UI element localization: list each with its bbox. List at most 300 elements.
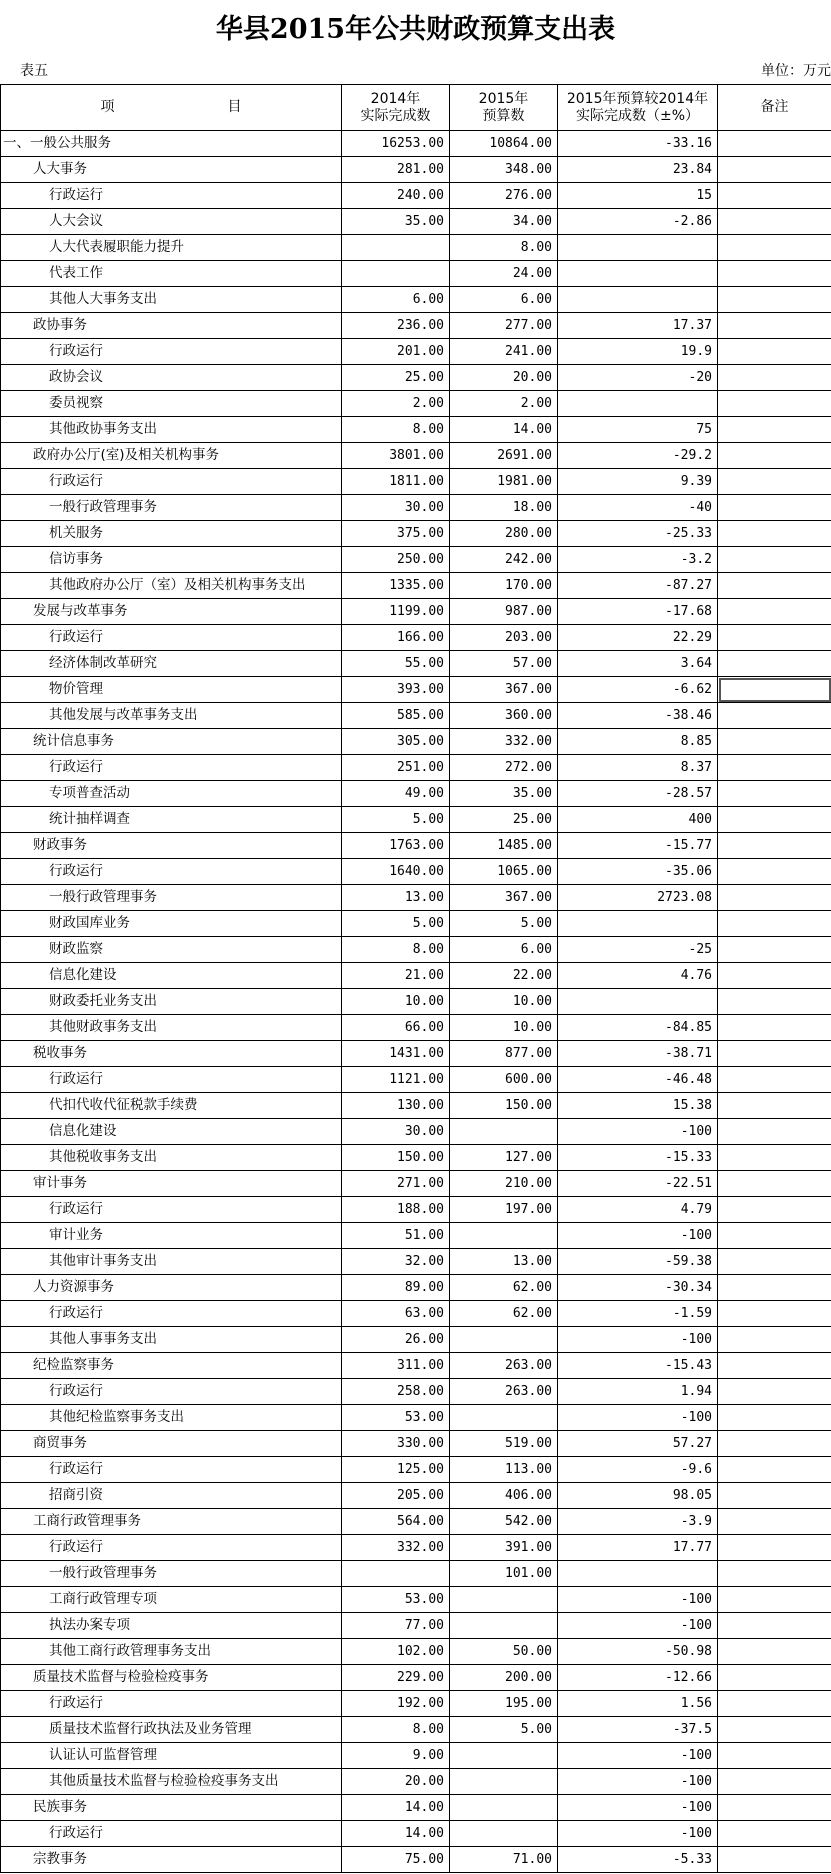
row-change-percent[interactable]: 19.9: [558, 339, 718, 365]
row-change-percent[interactable]: 22.29: [558, 625, 718, 651]
row-2015-budget[interactable]: [450, 1613, 558, 1639]
row-change-percent[interactable]: -100: [558, 1119, 718, 1145]
row-change-percent[interactable]: -100: [558, 1223, 718, 1249]
row-2015-budget[interactable]: 34.00: [450, 209, 558, 235]
row-item-name[interactable]: 其他审计事务支出: [1, 1249, 342, 1275]
row-2014-actual[interactable]: 8.00: [342, 1717, 450, 1743]
row-item-name[interactable]: 专项普查活动: [1, 781, 342, 807]
row-note[interactable]: [718, 1769, 831, 1795]
row-2015-budget[interactable]: 1981.00: [450, 469, 558, 495]
row-2015-budget[interactable]: 10864.00: [450, 131, 558, 157]
row-2014-actual[interactable]: 89.00: [342, 1275, 450, 1301]
row-item-name[interactable]: 其他发展与改革事务支出: [1, 703, 342, 729]
row-change-percent[interactable]: 4.79: [558, 1197, 718, 1223]
row-note[interactable]: [718, 1847, 831, 1873]
row-note[interactable]: [718, 1509, 831, 1535]
row-2014-actual[interactable]: 30.00: [342, 1119, 450, 1145]
row-2014-actual[interactable]: 240.00: [342, 183, 450, 209]
row-note[interactable]: [718, 1431, 831, 1457]
row-2015-budget[interactable]: 263.00: [450, 1379, 558, 1405]
row-change-percent[interactable]: -100: [558, 1613, 718, 1639]
row-change-percent[interactable]: [558, 391, 718, 417]
row-2014-actual[interactable]: 330.00: [342, 1431, 450, 1457]
row-item-name[interactable]: 其他政府办公厅（室）及相关机构事务支出: [1, 573, 342, 599]
row-2015-budget[interactable]: 987.00: [450, 599, 558, 625]
row-change-percent[interactable]: -30.34: [558, 1275, 718, 1301]
row-note[interactable]: [718, 469, 831, 495]
row-note[interactable]: [718, 261, 831, 287]
row-change-percent[interactable]: -100: [558, 1327, 718, 1353]
row-note[interactable]: [718, 365, 831, 391]
row-note[interactable]: [718, 1535, 831, 1561]
row-item-name[interactable]: 政协事务: [1, 313, 342, 339]
row-2014-actual[interactable]: 332.00: [342, 1535, 450, 1561]
row-change-percent[interactable]: 8.85: [558, 729, 718, 755]
row-2015-budget[interactable]: 241.00: [450, 339, 558, 365]
row-2015-budget[interactable]: 1065.00: [450, 859, 558, 885]
row-change-percent[interactable]: -1.59: [558, 1301, 718, 1327]
row-change-percent[interactable]: -100: [558, 1405, 718, 1431]
row-note[interactable]: [718, 859, 831, 885]
row-change-percent[interactable]: -38.71: [558, 1041, 718, 1067]
row-change-percent[interactable]: -100: [558, 1821, 718, 1847]
row-2015-budget[interactable]: 24.00: [450, 261, 558, 287]
row-2014-actual[interactable]: 125.00: [342, 1457, 450, 1483]
row-2015-budget[interactable]: 113.00: [450, 1457, 558, 1483]
row-change-percent[interactable]: -15.33: [558, 1145, 718, 1171]
row-2014-actual[interactable]: 35.00: [342, 209, 450, 235]
row-2014-actual[interactable]: 229.00: [342, 1665, 450, 1691]
row-2014-actual[interactable]: [342, 261, 450, 287]
row-item-name[interactable]: 其他财政事务支出: [1, 1015, 342, 1041]
row-change-percent[interactable]: -38.46: [558, 703, 718, 729]
row-change-percent[interactable]: 15.38: [558, 1093, 718, 1119]
row-change-percent[interactable]: 23.84: [558, 157, 718, 183]
row-change-percent[interactable]: 3.64: [558, 651, 718, 677]
row-2015-budget[interactable]: 877.00: [450, 1041, 558, 1067]
row-item-name[interactable]: 行政运行: [1, 1535, 342, 1561]
row-2014-actual[interactable]: 75.00: [342, 1847, 450, 1873]
row-note[interactable]: [718, 1639, 831, 1665]
row-2014-actual[interactable]: 1121.00: [342, 1067, 450, 1093]
row-item-name[interactable]: 代表工作: [1, 261, 342, 287]
row-note[interactable]: [718, 911, 831, 937]
row-2014-actual[interactable]: 305.00: [342, 729, 450, 755]
row-2015-budget[interactable]: 22.00: [450, 963, 558, 989]
row-2015-budget[interactable]: 367.00: [450, 885, 558, 911]
row-note[interactable]: [718, 391, 831, 417]
row-2014-actual[interactable]: 51.00: [342, 1223, 450, 1249]
row-change-percent[interactable]: 17.37: [558, 313, 718, 339]
row-change-percent[interactable]: -6.62: [558, 677, 718, 703]
row-item-name[interactable]: 经济体制改革研究: [1, 651, 342, 677]
row-2014-actual[interactable]: 150.00: [342, 1145, 450, 1171]
row-item-name[interactable]: 其他质量技术监督与检验检疫事务支出: [1, 1769, 342, 1795]
row-note[interactable]: [718, 703, 831, 729]
row-2014-actual[interactable]: 1640.00: [342, 859, 450, 885]
row-2015-budget[interactable]: 360.00: [450, 703, 558, 729]
row-2014-actual[interactable]: [342, 1561, 450, 1587]
row-item-name[interactable]: 其他税收事务支出: [1, 1145, 342, 1171]
row-item-name[interactable]: 认证认可监督管理: [1, 1743, 342, 1769]
row-note[interactable]: [718, 521, 831, 547]
row-2014-actual[interactable]: 201.00: [342, 339, 450, 365]
row-2015-budget[interactable]: 57.00: [450, 651, 558, 677]
row-2014-actual[interactable]: [342, 235, 450, 261]
row-2015-budget[interactable]: 272.00: [450, 755, 558, 781]
row-2014-actual[interactable]: 9.00: [342, 1743, 450, 1769]
row-item-name[interactable]: 财政监察: [1, 937, 342, 963]
row-change-percent[interactable]: -25.33: [558, 521, 718, 547]
row-change-percent[interactable]: 4.76: [558, 963, 718, 989]
row-2015-budget[interactable]: 62.00: [450, 1275, 558, 1301]
row-2014-actual[interactable]: 188.00: [342, 1197, 450, 1223]
row-2015-budget[interactable]: 6.00: [450, 937, 558, 963]
row-note[interactable]: [718, 1665, 831, 1691]
row-note[interactable]: [718, 1067, 831, 1093]
row-2015-budget[interactable]: 62.00: [450, 1301, 558, 1327]
row-2015-budget[interactable]: 8.00: [450, 235, 558, 261]
row-item-name[interactable]: 物价管理: [1, 677, 342, 703]
row-2014-actual[interactable]: 1199.00: [342, 599, 450, 625]
row-change-percent[interactable]: 2723.08: [558, 885, 718, 911]
row-note[interactable]: [718, 963, 831, 989]
row-item-name[interactable]: 其他人事事务支出: [1, 1327, 342, 1353]
row-change-percent[interactable]: -15.43: [558, 1353, 718, 1379]
row-2015-budget[interactable]: 348.00: [450, 157, 558, 183]
row-item-name[interactable]: 审计业务: [1, 1223, 342, 1249]
row-change-percent[interactable]: 400: [558, 807, 718, 833]
row-item-name[interactable]: 招商引资: [1, 1483, 342, 1509]
row-change-percent[interactable]: 15: [558, 183, 718, 209]
row-2015-budget[interactable]: 20.00: [450, 365, 558, 391]
row-note[interactable]: [718, 1171, 831, 1197]
row-change-percent[interactable]: -28.57: [558, 781, 718, 807]
row-2015-budget[interactable]: 600.00: [450, 1067, 558, 1093]
row-note[interactable]: [718, 1717, 831, 1743]
row-change-percent[interactable]: [558, 287, 718, 313]
row-note[interactable]: [718, 547, 831, 573]
row-note[interactable]: [718, 573, 831, 599]
row-2014-actual[interactable]: 585.00: [342, 703, 450, 729]
row-note[interactable]: [718, 1457, 831, 1483]
row-item-name[interactable]: 行政运行: [1, 859, 342, 885]
row-note[interactable]: [718, 443, 831, 469]
row-note[interactable]: [718, 495, 831, 521]
row-2014-actual[interactable]: 53.00: [342, 1587, 450, 1613]
row-2014-actual[interactable]: 102.00: [342, 1639, 450, 1665]
row-item-name[interactable]: 财政国库业务: [1, 911, 342, 937]
row-2014-actual[interactable]: 250.00: [342, 547, 450, 573]
row-change-percent[interactable]: [558, 235, 718, 261]
row-change-percent[interactable]: -15.77: [558, 833, 718, 859]
row-change-percent[interactable]: -17.68: [558, 599, 718, 625]
row-2015-budget[interactable]: [450, 1743, 558, 1769]
row-2014-actual[interactable]: 5.00: [342, 807, 450, 833]
row-note[interactable]: [718, 651, 831, 677]
row-2014-actual[interactable]: 271.00: [342, 1171, 450, 1197]
row-2014-actual[interactable]: 1811.00: [342, 469, 450, 495]
row-note[interactable]: [718, 1743, 831, 1769]
row-note[interactable]: [718, 1223, 831, 1249]
row-change-percent[interactable]: -46.48: [558, 1067, 718, 1093]
row-2014-actual[interactable]: 63.00: [342, 1301, 450, 1327]
row-note[interactable]: [718, 625, 831, 651]
row-item-name[interactable]: 行政运行: [1, 1067, 342, 1093]
row-2014-actual[interactable]: 14.00: [342, 1795, 450, 1821]
row-item-name[interactable]: 审计事务: [1, 1171, 342, 1197]
row-change-percent[interactable]: -20: [558, 365, 718, 391]
row-2014-actual[interactable]: 375.00: [342, 521, 450, 547]
row-2015-budget[interactable]: 1485.00: [450, 833, 558, 859]
row-change-percent[interactable]: [558, 911, 718, 937]
row-change-percent[interactable]: -100: [558, 1795, 718, 1821]
row-2014-actual[interactable]: 192.00: [342, 1691, 450, 1717]
row-note[interactable]: [718, 339, 831, 365]
row-2015-budget[interactable]: 332.00: [450, 729, 558, 755]
row-2015-budget[interactable]: [450, 1223, 558, 1249]
row-item-name[interactable]: 财政委托业务支出: [1, 989, 342, 1015]
row-item-name[interactable]: 行政运行: [1, 1379, 342, 1405]
row-2014-actual[interactable]: 1431.00: [342, 1041, 450, 1067]
row-note[interactable]: [718, 1301, 831, 1327]
row-2014-actual[interactable]: 20.00: [342, 1769, 450, 1795]
row-2015-budget[interactable]: 71.00: [450, 1847, 558, 1873]
row-2014-actual[interactable]: 16253.00: [342, 131, 450, 157]
row-item-name[interactable]: 质量技术监督与检验检疫事务: [1, 1665, 342, 1691]
row-2015-budget[interactable]: 35.00: [450, 781, 558, 807]
row-2015-budget[interactable]: 5.00: [450, 911, 558, 937]
row-note[interactable]: [718, 989, 831, 1015]
row-change-percent[interactable]: -25: [558, 937, 718, 963]
row-note[interactable]: [718, 677, 831, 703]
row-note[interactable]: [718, 1691, 831, 1717]
row-change-percent[interactable]: -3.9: [558, 1509, 718, 1535]
row-item-name[interactable]: 执法办案专项: [1, 1613, 342, 1639]
row-item-name[interactable]: 政协会议: [1, 365, 342, 391]
row-2014-actual[interactable]: 6.00: [342, 287, 450, 313]
row-2014-actual[interactable]: 10.00: [342, 989, 450, 1015]
row-2015-budget[interactable]: 406.00: [450, 1483, 558, 1509]
row-change-percent[interactable]: -3.2: [558, 547, 718, 573]
row-2014-actual[interactable]: 1335.00: [342, 573, 450, 599]
row-2014-actual[interactable]: 21.00: [342, 963, 450, 989]
row-note[interactable]: [718, 833, 831, 859]
row-item-name[interactable]: 行政运行: [1, 183, 342, 209]
row-2015-budget[interactable]: [450, 1119, 558, 1145]
row-item-name[interactable]: 行政运行: [1, 1821, 342, 1847]
row-item-name[interactable]: 质量技术监督行政执法及业务管理: [1, 1717, 342, 1743]
row-2014-actual[interactable]: 13.00: [342, 885, 450, 911]
row-change-percent[interactable]: 17.77: [558, 1535, 718, 1561]
row-change-percent[interactable]: 98.05: [558, 1483, 718, 1509]
row-item-name[interactable]: 其他政协事务支出: [1, 417, 342, 443]
row-note[interactable]: [718, 1119, 831, 1145]
row-change-percent[interactable]: -9.6: [558, 1457, 718, 1483]
row-2015-budget[interactable]: 127.00: [450, 1145, 558, 1171]
row-change-percent[interactable]: -59.38: [558, 1249, 718, 1275]
row-2015-budget[interactable]: 195.00: [450, 1691, 558, 1717]
row-change-percent[interactable]: -100: [558, 1769, 718, 1795]
row-item-name[interactable]: 统计抽样调查: [1, 807, 342, 833]
row-note[interactable]: [718, 1613, 831, 1639]
row-item-name[interactable]: 行政运行: [1, 755, 342, 781]
row-2015-budget[interactable]: [450, 1795, 558, 1821]
row-note[interactable]: [718, 1795, 831, 1821]
row-2014-actual[interactable]: 32.00: [342, 1249, 450, 1275]
row-2015-budget[interactable]: 542.00: [450, 1509, 558, 1535]
row-2014-actual[interactable]: 1763.00: [342, 833, 450, 859]
row-note[interactable]: [718, 729, 831, 755]
row-change-percent[interactable]: [558, 261, 718, 287]
row-item-name[interactable]: 税收事务: [1, 1041, 342, 1067]
row-item-name[interactable]: 商贸事务: [1, 1431, 342, 1457]
row-2014-actual[interactable]: 564.00: [342, 1509, 450, 1535]
row-2014-actual[interactable]: 53.00: [342, 1405, 450, 1431]
row-item-name[interactable]: 行政运行: [1, 469, 342, 495]
row-item-name[interactable]: 一般行政管理事务: [1, 1561, 342, 1587]
row-change-percent[interactable]: [558, 989, 718, 1015]
row-2015-budget[interactable]: 101.00: [450, 1561, 558, 1587]
row-change-percent[interactable]: 8.37: [558, 755, 718, 781]
row-2015-budget[interactable]: 263.00: [450, 1353, 558, 1379]
row-change-percent[interactable]: 1.94: [558, 1379, 718, 1405]
row-2015-budget[interactable]: 50.00: [450, 1639, 558, 1665]
row-item-name[interactable]: 委员视察: [1, 391, 342, 417]
row-item-name[interactable]: 信息化建设: [1, 963, 342, 989]
row-note[interactable]: [718, 1587, 831, 1613]
row-item-name[interactable]: 人大代表履职能力提升: [1, 235, 342, 261]
row-note[interactable]: [718, 209, 831, 235]
row-note[interactable]: [718, 183, 831, 209]
row-2014-actual[interactable]: 5.00: [342, 911, 450, 937]
row-2015-budget[interactable]: 13.00: [450, 1249, 558, 1275]
row-2014-actual[interactable]: 49.00: [342, 781, 450, 807]
row-note[interactable]: [718, 1821, 831, 1847]
row-2015-budget[interactable]: 170.00: [450, 573, 558, 599]
row-2015-budget[interactable]: 280.00: [450, 521, 558, 547]
row-note[interactable]: [718, 1093, 831, 1119]
row-change-percent[interactable]: -37.5: [558, 1717, 718, 1743]
row-change-percent[interactable]: -84.85: [558, 1015, 718, 1041]
row-2015-budget[interactable]: 367.00: [450, 677, 558, 703]
row-item-name[interactable]: 一般行政管理事务: [1, 495, 342, 521]
row-2014-actual[interactable]: 8.00: [342, 417, 450, 443]
row-item-name[interactable]: 行政运行: [1, 1301, 342, 1327]
row-change-percent[interactable]: -33.16: [558, 131, 718, 157]
row-2014-actual[interactable]: 30.00: [342, 495, 450, 521]
row-2014-actual[interactable]: 2.00: [342, 391, 450, 417]
row-item-name[interactable]: 信息化建设: [1, 1119, 342, 1145]
row-2015-budget[interactable]: 197.00: [450, 1197, 558, 1223]
row-2014-actual[interactable]: 281.00: [342, 157, 450, 183]
row-2015-budget[interactable]: 10.00: [450, 1015, 558, 1041]
row-note[interactable]: [718, 599, 831, 625]
row-2014-actual[interactable]: 258.00: [342, 1379, 450, 1405]
row-change-percent[interactable]: -22.51: [558, 1171, 718, 1197]
row-note[interactable]: [718, 1353, 831, 1379]
row-note[interactable]: [718, 131, 831, 157]
row-2014-actual[interactable]: 236.00: [342, 313, 450, 339]
row-item-name[interactable]: 财政事务: [1, 833, 342, 859]
row-item-name[interactable]: 行政运行: [1, 1457, 342, 1483]
row-2015-budget[interactable]: 2.00: [450, 391, 558, 417]
row-2015-budget[interactable]: 391.00: [450, 1535, 558, 1561]
row-change-percent[interactable]: -29.2: [558, 443, 718, 469]
row-item-name[interactable]: 行政运行: [1, 1197, 342, 1223]
row-note[interactable]: [718, 1249, 831, 1275]
row-item-name[interactable]: 工商行政管理事务: [1, 1509, 342, 1535]
row-2015-budget[interactable]: 2691.00: [450, 443, 558, 469]
row-change-percent[interactable]: [558, 1561, 718, 1587]
row-2014-actual[interactable]: 14.00: [342, 1821, 450, 1847]
row-note[interactable]: [718, 1197, 831, 1223]
row-note[interactable]: [718, 1015, 831, 1041]
row-note[interactable]: [718, 755, 831, 781]
row-item-name[interactable]: 纪检监察事务: [1, 1353, 342, 1379]
row-item-name[interactable]: 行政运行: [1, 625, 342, 651]
row-2015-budget[interactable]: 5.00: [450, 1717, 558, 1743]
row-2014-actual[interactable]: 130.00: [342, 1093, 450, 1119]
row-change-percent[interactable]: -12.66: [558, 1665, 718, 1691]
row-change-percent[interactable]: -5.33: [558, 1847, 718, 1873]
row-2014-actual[interactable]: 55.00: [342, 651, 450, 677]
row-2015-budget[interactable]: [450, 1821, 558, 1847]
row-2014-actual[interactable]: 77.00: [342, 1613, 450, 1639]
row-change-percent[interactable]: 57.27: [558, 1431, 718, 1457]
row-change-percent[interactable]: -2.86: [558, 209, 718, 235]
row-note[interactable]: [718, 1561, 831, 1587]
row-note[interactable]: [718, 1145, 831, 1171]
row-note[interactable]: [718, 1379, 831, 1405]
row-2015-budget[interactable]: [450, 1587, 558, 1613]
row-change-percent[interactable]: -87.27: [558, 573, 718, 599]
row-item-name[interactable]: 宗教事务: [1, 1847, 342, 1873]
row-note[interactable]: [718, 235, 831, 261]
row-2015-budget[interactable]: 10.00: [450, 989, 558, 1015]
row-note[interactable]: [718, 807, 831, 833]
row-change-percent[interactable]: -50.98: [558, 1639, 718, 1665]
row-item-name[interactable]: 信访事务: [1, 547, 342, 573]
row-note[interactable]: [718, 885, 831, 911]
row-note[interactable]: [718, 1041, 831, 1067]
row-item-name[interactable]: 行政运行: [1, 1691, 342, 1717]
row-change-percent[interactable]: 1.56: [558, 1691, 718, 1717]
row-2015-budget[interactable]: 276.00: [450, 183, 558, 209]
row-item-name[interactable]: 代扣代收代征税款手续费: [1, 1093, 342, 1119]
row-2015-budget[interactable]: 200.00: [450, 1665, 558, 1691]
row-item-name[interactable]: 人大会议: [1, 209, 342, 235]
row-2015-budget[interactable]: 519.00: [450, 1431, 558, 1457]
row-note[interactable]: [718, 417, 831, 443]
row-change-percent[interactable]: -40: [558, 495, 718, 521]
row-item-name[interactable]: 其他纪检监察事务支出: [1, 1405, 342, 1431]
row-item-name[interactable]: 人大事务: [1, 157, 342, 183]
row-item-name[interactable]: 人力资源事务: [1, 1275, 342, 1301]
row-2015-budget[interactable]: 277.00: [450, 313, 558, 339]
row-note[interactable]: [718, 1405, 831, 1431]
row-note[interactable]: [718, 781, 831, 807]
row-2014-actual[interactable]: 8.00: [342, 937, 450, 963]
row-item-name[interactable]: 政府办公厅(室)及相关机构事务: [1, 443, 342, 469]
row-change-percent[interactable]: -35.06: [558, 859, 718, 885]
row-item-name[interactable]: 行政运行: [1, 339, 342, 365]
row-2015-budget[interactable]: 18.00: [450, 495, 558, 521]
row-2015-budget[interactable]: [450, 1769, 558, 1795]
row-item-name[interactable]: 一、一般公共服务: [1, 131, 342, 157]
row-2014-actual[interactable]: 251.00: [342, 755, 450, 781]
row-item-name[interactable]: 其他工商行政管理事务支出: [1, 1639, 342, 1665]
